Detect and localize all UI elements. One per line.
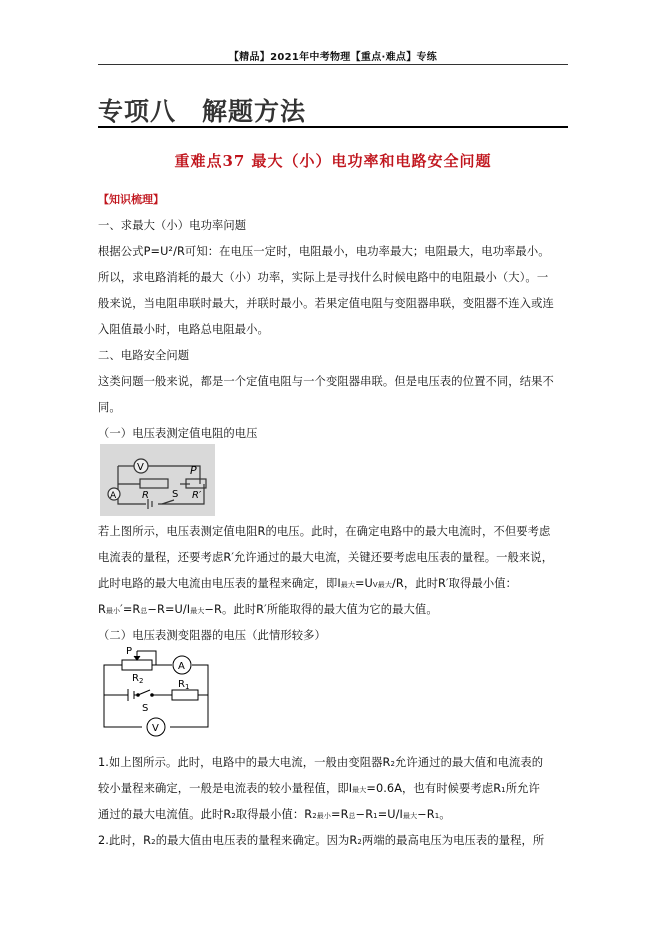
- fig2-r1-label: $R_1$: [178, 679, 190, 691]
- fig1-s-label: S: [172, 489, 179, 500]
- fig1-voltmeter-label: V: [137, 462, 144, 473]
- circuit-figure-1: [100, 444, 215, 516]
- fig1-r-label: R: [142, 490, 149, 501]
- text-line: （二）电压表测变阻器的电压（此情形较多）: [98, 629, 326, 642]
- text-line: 较小量程来确定，一般是电流表的较小量程值，即I最大=0.6A，也有时候要考虑R1所允许: [98, 782, 540, 795]
- knowledge-tag: 【知识梳理】: [98, 193, 164, 206]
- fig1-ammeter-label: A: [110, 491, 117, 501]
- title-rule: [98, 126, 568, 128]
- text-line: 根据公式P=U²/R可知：在电压一定时，电阻最小，电功率最大；电阻最大，电功率最小。: [98, 245, 550, 258]
- text-line: 电流表的量程，还要考虑R′允许通过的最大电流，关键还要考虑电压表的量程。一般来说，: [98, 551, 554, 564]
- section-title: 专项八 解题方法: [98, 97, 307, 126]
- text-line: 所以，求电路消耗的最大（小）功率，实际上是寻找什么时候电路中的电阻最小（大）。一: [98, 271, 549, 284]
- text-line: 若上图所示，电压表测定值电阻R的电压。此时，在确定电路中的最大电流时，不但要考虑: [98, 525, 551, 538]
- text-line: 这类问题一般来说，都是一个定值电阻与一个变阻器串联。但是电压表的位置不同，结果不: [98, 375, 554, 388]
- fig1-p-label: P: [190, 464, 197, 477]
- text-line: （一）电压表测定值电阻的电压: [98, 427, 258, 440]
- text-line: 一、求最大（小）电功率问题: [98, 219, 247, 232]
- fig1-rp-label: R′: [192, 490, 202, 501]
- fig2-s-label: S: [142, 703, 149, 714]
- text-line: 1.如上图所示。此时，电路中的最大电流，一般由变阻器R2允许通过的最大值和电流表的: [98, 756, 544, 769]
- fig2-ammeter-label: A: [178, 661, 185, 672]
- circuit-figure-2: [96, 645, 216, 740]
- fig2-p-label: P: [126, 646, 133, 657]
- topic-heading: 重难点37 最大（小）电功率和电路安全问题: [174, 152, 492, 170]
- fig2-voltmeter-label: V: [152, 723, 159, 734]
- fig2-r2-label: $R_2$: [132, 673, 144, 685]
- text-line: 般来说，当电阻串联时最大，并联时最小。若果定值电阻与变阻器串联，变阻器不连入或连: [98, 297, 554, 310]
- text-line: 通过的最大电流值。此时R2取得最小值：R2最小=R总−R1=U/I最大−R1。: [98, 808, 451, 821]
- text-line: 2.此时，R2的最大值由电压表的量程来确定。因为R2两端的最高电压为电压表的量程，所: [98, 834, 545, 847]
- text-line: 入阻值最小时，电路总电阻最小。: [98, 323, 269, 336]
- header-rule: [98, 64, 568, 65]
- text-line: 此时电路的最大电流由电压表的量程来确定，即I最大=UV最大/R，此时R′取得最小值：: [98, 577, 518, 590]
- text-line: 二、电路安全问题: [98, 349, 190, 362]
- text-line: 同。: [98, 401, 121, 414]
- text-line: R最小′=R总−R=U/I最大−R。此时R′所能取得的最大值为它的最大值。: [98, 603, 438, 616]
- page-header: 【精品】2021年中考物理【重点·难点】专练: [228, 52, 438, 63]
